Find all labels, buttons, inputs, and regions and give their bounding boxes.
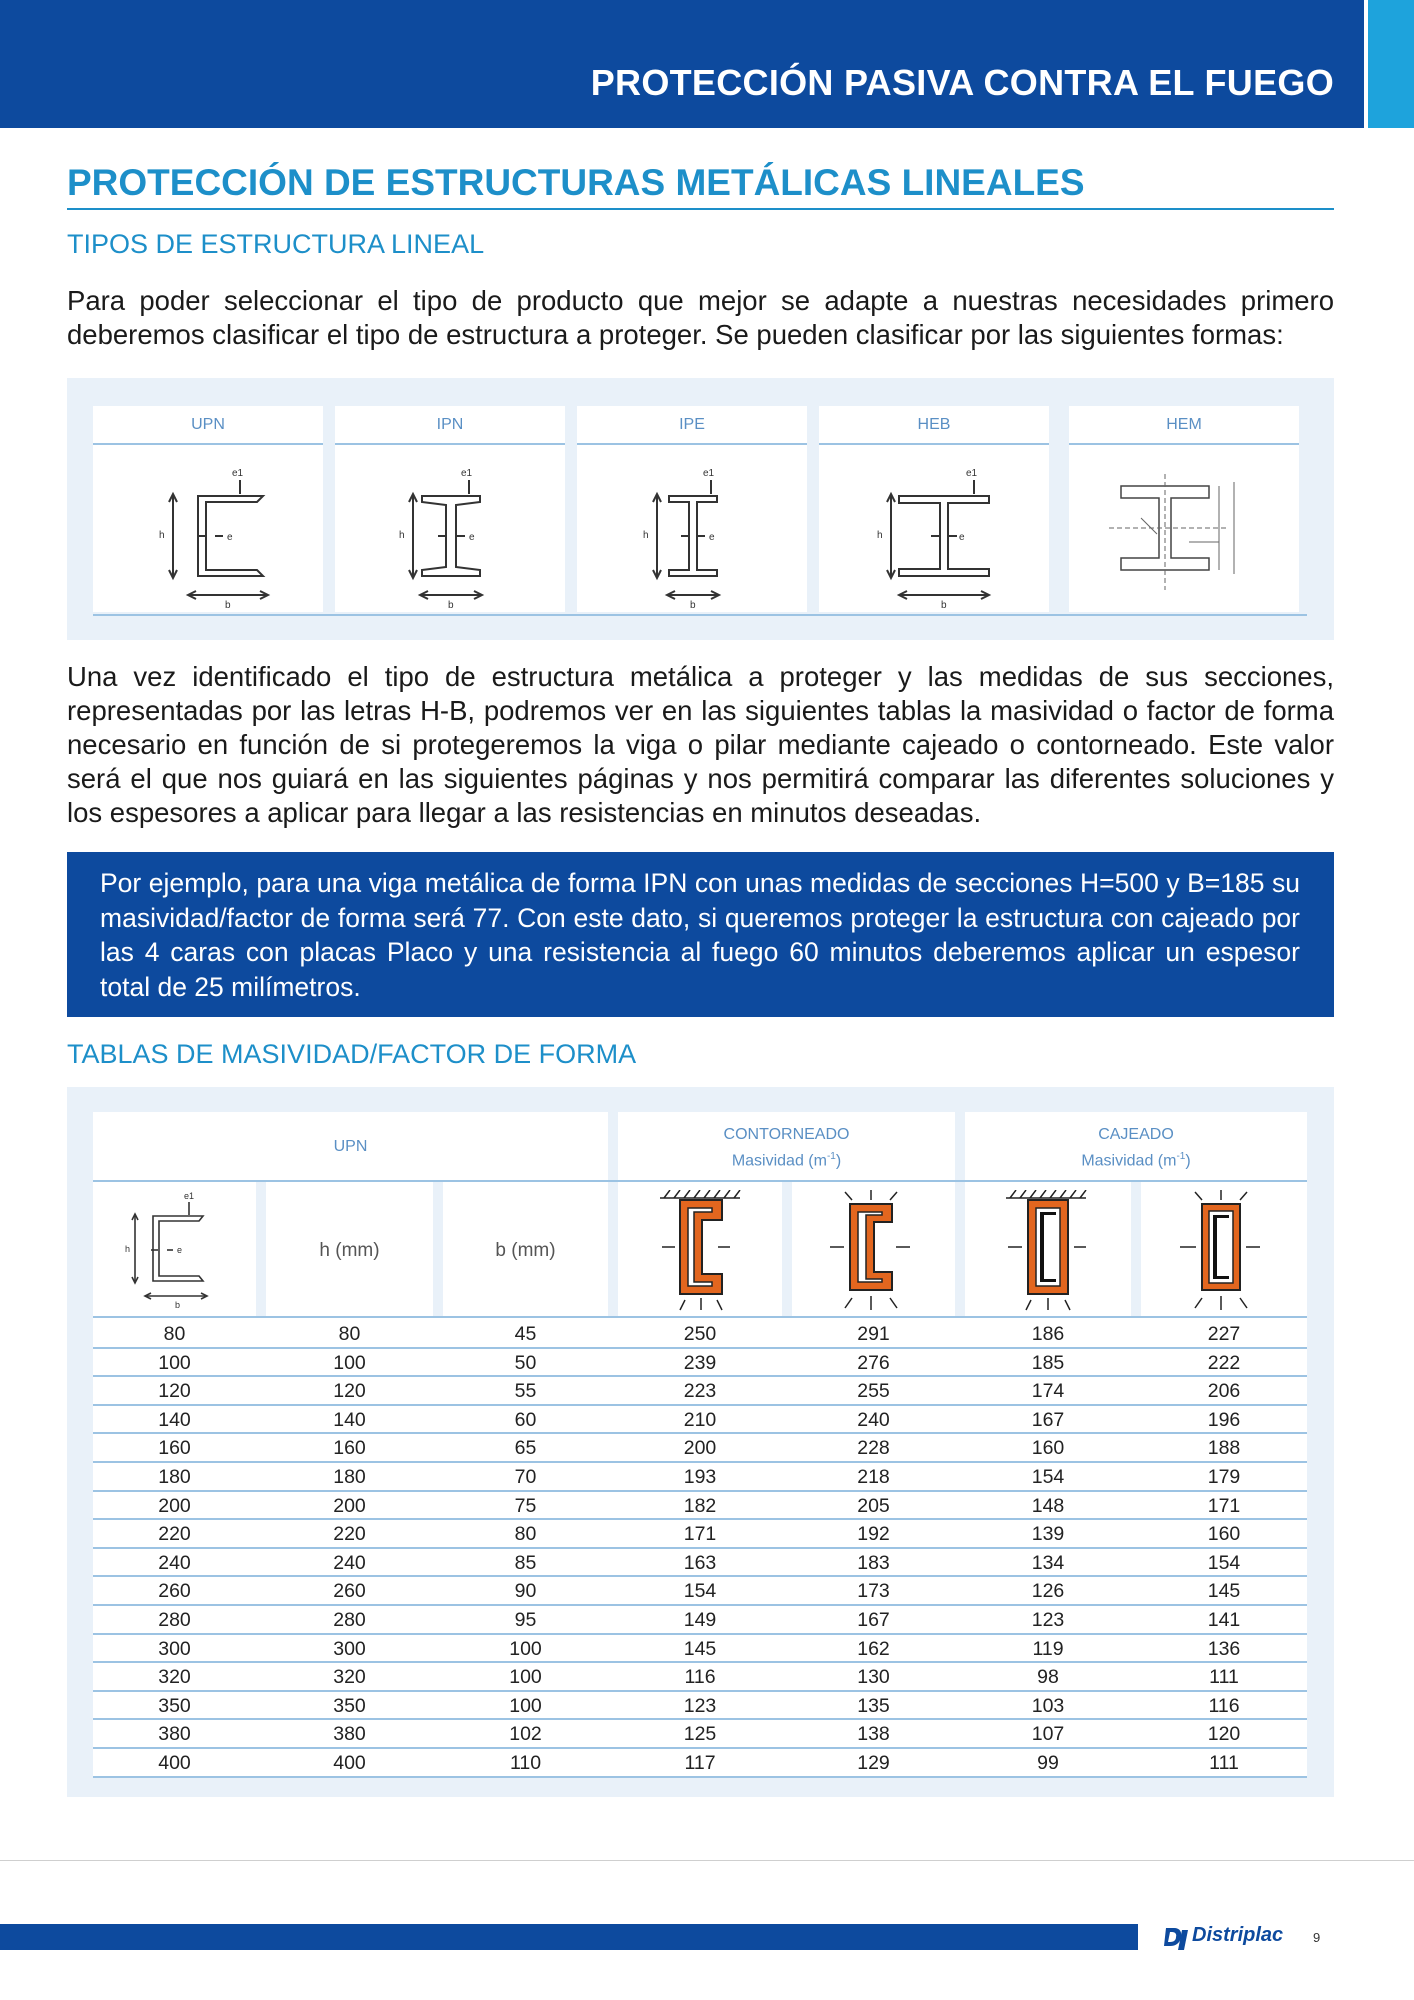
table-cell: 107 bbox=[1031, 1723, 1065, 1746]
table-cell: 60 bbox=[514, 1408, 537, 1431]
table-cell: 116 bbox=[684, 1666, 716, 1689]
dim-e1-label: e1 bbox=[966, 468, 978, 479]
table-cell: 200 bbox=[683, 1437, 717, 1460]
table-cell: 119 bbox=[1032, 1637, 1064, 1660]
footer-divider bbox=[0, 1860, 1414, 1861]
table-cell: 291 bbox=[857, 1323, 890, 1345]
column-gutter bbox=[433, 1182, 443, 1316]
table-cell: 102 bbox=[509, 1723, 542, 1746]
table-cell: 183 bbox=[857, 1551, 890, 1574]
table-cell: 223 bbox=[683, 1380, 717, 1403]
masividad-exponent: -1 bbox=[826, 1151, 836, 1162]
table-cell: 400 bbox=[333, 1752, 366, 1774]
table-cell: 196 bbox=[1207, 1408, 1241, 1431]
table-cell: 276 bbox=[857, 1351, 890, 1374]
cajeado-unit bbox=[965, 1146, 1307, 1172]
masividad-label: Masividad (m bbox=[1081, 1152, 1177, 1170]
dim-e-label: e bbox=[959, 532, 965, 543]
table-cell: 123 bbox=[683, 1694, 717, 1717]
table-row-divider bbox=[93, 1747, 1307, 1749]
table-row-divider bbox=[93, 1661, 1307, 1663]
column-gutter bbox=[608, 1112, 618, 1180]
table-cell: 350 bbox=[158, 1694, 191, 1717]
table-cell: 125 bbox=[683, 1723, 717, 1746]
table-cell: 171 bbox=[683, 1523, 717, 1546]
table-cell: 80 bbox=[163, 1323, 186, 1345]
dim-b-label: b bbox=[175, 1300, 181, 1310]
table-cell: 320 bbox=[158, 1666, 191, 1689]
table-cell: 55 bbox=[514, 1380, 537, 1403]
header-accent-bar bbox=[1368, 0, 1414, 128]
table-cell: 120 bbox=[158, 1380, 191, 1403]
table-cell: 111 bbox=[1209, 1752, 1239, 1774]
table-cell: 116 bbox=[1208, 1694, 1240, 1717]
table-cell: 141 bbox=[1207, 1609, 1241, 1631]
dim-h-label: h bbox=[125, 1244, 131, 1254]
table-cell: 200 bbox=[158, 1494, 191, 1517]
table-cell: 240 bbox=[333, 1551, 366, 1574]
table-row-divider bbox=[93, 1690, 1307, 1692]
table-cell: 149 bbox=[683, 1609, 717, 1631]
table-cell: 180 bbox=[333, 1466, 366, 1488]
type-label-upn: UPN bbox=[191, 416, 225, 433]
upn-profile-icon bbox=[93, 450, 323, 610]
table-cell: 228 bbox=[857, 1437, 890, 1460]
table-row-divider bbox=[93, 1776, 1307, 1778]
table-cell: 222 bbox=[1207, 1351, 1241, 1374]
explanation-paragraph: Una vez identificado el tipo de estructura metálica a proteger y las medidas de sus secciones, representadas por las letras H-B, podremos ver en las siguientes tablas la masividad o factor de forma necesario en función de si protegeremos la viga o pilar mediante cajeado o contorneado. Este valor será el que nos guiará en las siguientes páginas y nos permitirá comparar las diferentes soluciones y los espesores a aplicar para llegar a las resistencias en minutos deseadas. bbox=[67, 661, 1334, 828]
table-cell: 173 bbox=[857, 1580, 890, 1603]
types-subtitle: TIPOS DE ESTRUCTURA LINEAL bbox=[67, 229, 485, 259]
dim-e-label: e bbox=[177, 1245, 183, 1255]
table-cell: 160 bbox=[1031, 1437, 1065, 1460]
dim-e-label: e bbox=[709, 532, 715, 543]
table-cell: 145 bbox=[1207, 1580, 1241, 1603]
cajeado-3-sides-icon bbox=[976, 1190, 1116, 1312]
table-cell: 136 bbox=[1207, 1637, 1241, 1660]
dim-b-label: b bbox=[448, 600, 454, 610]
column-gutter bbox=[256, 1182, 266, 1316]
table-cell: 163 bbox=[683, 1551, 717, 1574]
type-label-ipe: IPE bbox=[679, 416, 705, 433]
table-cell: 100 bbox=[509, 1694, 542, 1717]
dim-h-label: h bbox=[399, 530, 405, 541]
table-cell: 120 bbox=[1207, 1723, 1241, 1746]
table-cell: 179 bbox=[1207, 1466, 1241, 1488]
dim-e1-label: e1 bbox=[232, 468, 244, 479]
cajeado-4-sides-icon bbox=[1150, 1190, 1290, 1312]
table-cell: 154 bbox=[1031, 1466, 1065, 1488]
section-title: PROTECCIÓN DE ESTRUCTURAS METÁLICAS LINEALES bbox=[67, 162, 1085, 203]
table-cell: 160 bbox=[1207, 1523, 1241, 1546]
table-cell: 350 bbox=[333, 1694, 366, 1717]
dim-e1-label: e1 bbox=[703, 468, 715, 479]
page-number: 9 bbox=[1313, 1930, 1321, 1945]
column-gutter bbox=[1131, 1182, 1141, 1316]
dim-b-label: b bbox=[225, 600, 231, 610]
column-gutter bbox=[955, 1182, 965, 1316]
dim-e1-label: e1 bbox=[184, 1191, 195, 1201]
dim-e-label: e bbox=[469, 532, 475, 543]
table-cell: 117 bbox=[684, 1752, 716, 1774]
col-header-b: b (mm) bbox=[495, 1240, 556, 1261]
table-cell: 167 bbox=[1031, 1408, 1065, 1431]
table-cell: 220 bbox=[158, 1523, 191, 1546]
header-divider bbox=[93, 1180, 1307, 1182]
table-cell: 205 bbox=[857, 1494, 890, 1517]
table-row-divider bbox=[93, 1490, 1307, 1492]
table-cell: 126 bbox=[1031, 1580, 1065, 1603]
footer-bar bbox=[0, 1924, 1138, 1950]
table-cell: 45 bbox=[514, 1323, 537, 1345]
table-cell: 192 bbox=[857, 1523, 890, 1546]
table-cell: 255 bbox=[857, 1380, 890, 1403]
type-card-divider bbox=[819, 443, 1049, 445]
table-cell: 300 bbox=[158, 1637, 191, 1660]
group-header-cajeado bbox=[965, 1124, 1307, 1172]
ipe-profile-icon bbox=[577, 450, 807, 610]
table-cell: 139 bbox=[1031, 1523, 1065, 1546]
table-cell: 188 bbox=[1207, 1437, 1241, 1460]
table-cell: 75 bbox=[514, 1494, 537, 1517]
table-cell: 210 bbox=[683, 1408, 717, 1431]
hem-profile-icon bbox=[1069, 450, 1299, 610]
type-card-ipn bbox=[335, 406, 565, 612]
types-bottom-divider bbox=[93, 614, 1307, 616]
table-row-divider bbox=[93, 1718, 1307, 1720]
intro-paragraph: Para poder seleccionar el tipo de producto que mejor se adapte a nuestras necesidades primero deberemos clasificar el tipo de estructura a proteger. Se pueden clasificar por las siguientes formas: bbox=[67, 285, 1334, 350]
subheader-divider bbox=[93, 1316, 1307, 1318]
table-cell: 380 bbox=[333, 1723, 366, 1746]
type-card-divider bbox=[335, 443, 565, 445]
table-row-divider bbox=[93, 1604, 1307, 1606]
table-cell: 129 bbox=[857, 1752, 890, 1774]
type-card-upn bbox=[93, 406, 323, 612]
type-card-divider bbox=[1069, 443, 1299, 445]
table-cell: 145 bbox=[683, 1637, 717, 1660]
dim-b-label: b bbox=[941, 600, 947, 610]
table-cell: 218 bbox=[857, 1466, 890, 1488]
group-header-contorneado bbox=[618, 1124, 955, 1172]
table-cell: 239 bbox=[683, 1351, 717, 1374]
table-cell: 148 bbox=[1031, 1494, 1065, 1517]
table-row-divider bbox=[93, 1547, 1307, 1549]
table-cell: 162 bbox=[857, 1637, 890, 1660]
table-row-divider bbox=[93, 1375, 1307, 1377]
dim-e-label: e bbox=[227, 532, 233, 543]
table-cell: 138 bbox=[857, 1723, 890, 1746]
table-cell: 100 bbox=[509, 1666, 542, 1689]
table-cell: 174 bbox=[1031, 1380, 1065, 1403]
table-cell: 80 bbox=[514, 1523, 537, 1546]
table-cell: 140 bbox=[158, 1408, 191, 1431]
dim-h-label: h bbox=[159, 530, 165, 541]
table-cell: 98 bbox=[1037, 1666, 1059, 1689]
dim-h-label: h bbox=[643, 530, 649, 541]
table-cell: 186 bbox=[1031, 1323, 1065, 1345]
table-row-divider bbox=[93, 1518, 1307, 1520]
type-label-heb: HEB bbox=[917, 416, 951, 433]
table-row-divider bbox=[93, 1404, 1307, 1406]
table-cell: 95 bbox=[514, 1609, 537, 1631]
table-cell: 103 bbox=[1031, 1694, 1065, 1717]
example-text: Por ejemplo, para una viga metálica de forma IPN con unas medidas de secciones H=500 y B=185 su masividad/factor de forma será 77. Con este dato, si queremos proteger la estructura con cajeado por las 4 caras con placas Placo y una resistencia al fuego 60 minutos deberemos aplicar un espesor total de 25 milímetros. bbox=[100, 868, 1300, 1002]
table-cell: 182 bbox=[683, 1494, 717, 1517]
contorneado-4-sides-icon bbox=[800, 1190, 940, 1312]
table-cell: 250 bbox=[683, 1323, 717, 1345]
table-cell: 260 bbox=[158, 1580, 191, 1603]
table-cell: 280 bbox=[158, 1609, 191, 1631]
contorneado-3-sides-icon bbox=[630, 1190, 770, 1312]
type-card-divider bbox=[93, 443, 323, 445]
table-row-divider bbox=[93, 1347, 1307, 1349]
masividad-label: Masividad (m bbox=[731, 1152, 827, 1170]
type-label-ipn: IPN bbox=[436, 416, 464, 433]
column-gutter bbox=[608, 1182, 618, 1316]
table-cell: 154 bbox=[683, 1580, 717, 1603]
table-cell: 220 bbox=[333, 1523, 366, 1546]
upn-section-icon bbox=[115, 1188, 245, 1312]
table-cell: 400 bbox=[158, 1752, 191, 1774]
table-cell: 260 bbox=[333, 1580, 366, 1603]
table-cell: 280 bbox=[333, 1609, 366, 1631]
group-header-upn: UPN bbox=[333, 1138, 368, 1155]
table-cell: 380 bbox=[158, 1723, 191, 1746]
table-cell: 206 bbox=[1207, 1380, 1241, 1403]
table-cell: 300 bbox=[333, 1637, 366, 1660]
table-cell: 180 bbox=[158, 1466, 191, 1488]
type-label-hem: HEM bbox=[1166, 416, 1202, 433]
table-cell: 110 bbox=[509, 1752, 542, 1774]
table-cell: 193 bbox=[683, 1466, 717, 1488]
table-row-divider bbox=[93, 1461, 1307, 1463]
dim-b-label: b bbox=[690, 600, 696, 610]
col-header-h: h (mm) bbox=[319, 1240, 380, 1261]
table-cell: 100 bbox=[509, 1637, 542, 1660]
table-row-divider bbox=[93, 1432, 1307, 1434]
table-cell: 160 bbox=[333, 1437, 366, 1460]
table-cell: 227 bbox=[1207, 1323, 1241, 1345]
tables-subtitle: TABLAS DE MASIVIDAD/FACTOR DE FORMA bbox=[67, 1039, 637, 1069]
table-row-divider bbox=[93, 1633, 1307, 1635]
table-cell: 200 bbox=[333, 1494, 366, 1517]
table-row-divider bbox=[93, 1575, 1307, 1577]
table-cell: 100 bbox=[158, 1351, 191, 1374]
table-cell: 134 bbox=[1031, 1551, 1065, 1574]
column-gutter bbox=[782, 1182, 792, 1316]
table-cell: 99 bbox=[1037, 1752, 1059, 1774]
heb-profile-icon bbox=[819, 450, 1049, 610]
column-gutter bbox=[955, 1112, 965, 1180]
type-card-heb bbox=[819, 406, 1049, 612]
masividad-exponent: -1 bbox=[1176, 1151, 1186, 1162]
header-title: PROTECCIÓN PASIVA CONTRA EL FUEGO bbox=[590, 62, 1334, 103]
cajeado-label: CAJEADO bbox=[1098, 1126, 1174, 1143]
dim-h-label: h bbox=[877, 530, 883, 541]
table-cell: 70 bbox=[514, 1466, 537, 1488]
table-cell: 130 bbox=[857, 1666, 890, 1689]
table-cell: 240 bbox=[158, 1551, 191, 1574]
table-cell: 240 bbox=[857, 1408, 890, 1431]
table-cell: 50 bbox=[514, 1351, 537, 1374]
type-card-hem bbox=[1069, 406, 1299, 612]
table-cell: 135 bbox=[857, 1694, 890, 1717]
distriplac-logo-icon bbox=[1162, 1922, 1192, 1952]
table-cell: 185 bbox=[1031, 1351, 1065, 1374]
dim-e1-label: e1 bbox=[461, 468, 473, 479]
table-cell: 320 bbox=[333, 1666, 366, 1689]
table-cell: 80 bbox=[338, 1323, 361, 1345]
contorneado-unit bbox=[618, 1146, 955, 1172]
contorneado-label: CONTORNEADO bbox=[723, 1126, 850, 1143]
table-cell: 123 bbox=[1031, 1609, 1065, 1631]
table-cell: 85 bbox=[514, 1551, 537, 1574]
type-card-divider bbox=[577, 443, 807, 445]
table-cell: 140 bbox=[333, 1408, 366, 1431]
masividad-close: ) bbox=[1185, 1152, 1191, 1170]
masividad-close: ) bbox=[835, 1152, 842, 1170]
ipn-profile-icon bbox=[335, 450, 565, 610]
table-cell: 65 bbox=[514, 1437, 537, 1460]
table-cell: 111 bbox=[1209, 1666, 1239, 1689]
table-cell: 120 bbox=[333, 1380, 366, 1403]
table-cell: 171 bbox=[1207, 1494, 1241, 1517]
brand-name: Distriplac bbox=[1192, 1924, 1284, 1946]
title-divider bbox=[67, 208, 1334, 210]
table-cell: 154 bbox=[1207, 1551, 1241, 1574]
table-cell: 167 bbox=[857, 1609, 890, 1631]
table-cell: 100 bbox=[333, 1351, 366, 1374]
table-cell: 160 bbox=[158, 1437, 191, 1460]
type-card-ipe bbox=[577, 406, 807, 612]
table-cell: 90 bbox=[514, 1580, 537, 1603]
